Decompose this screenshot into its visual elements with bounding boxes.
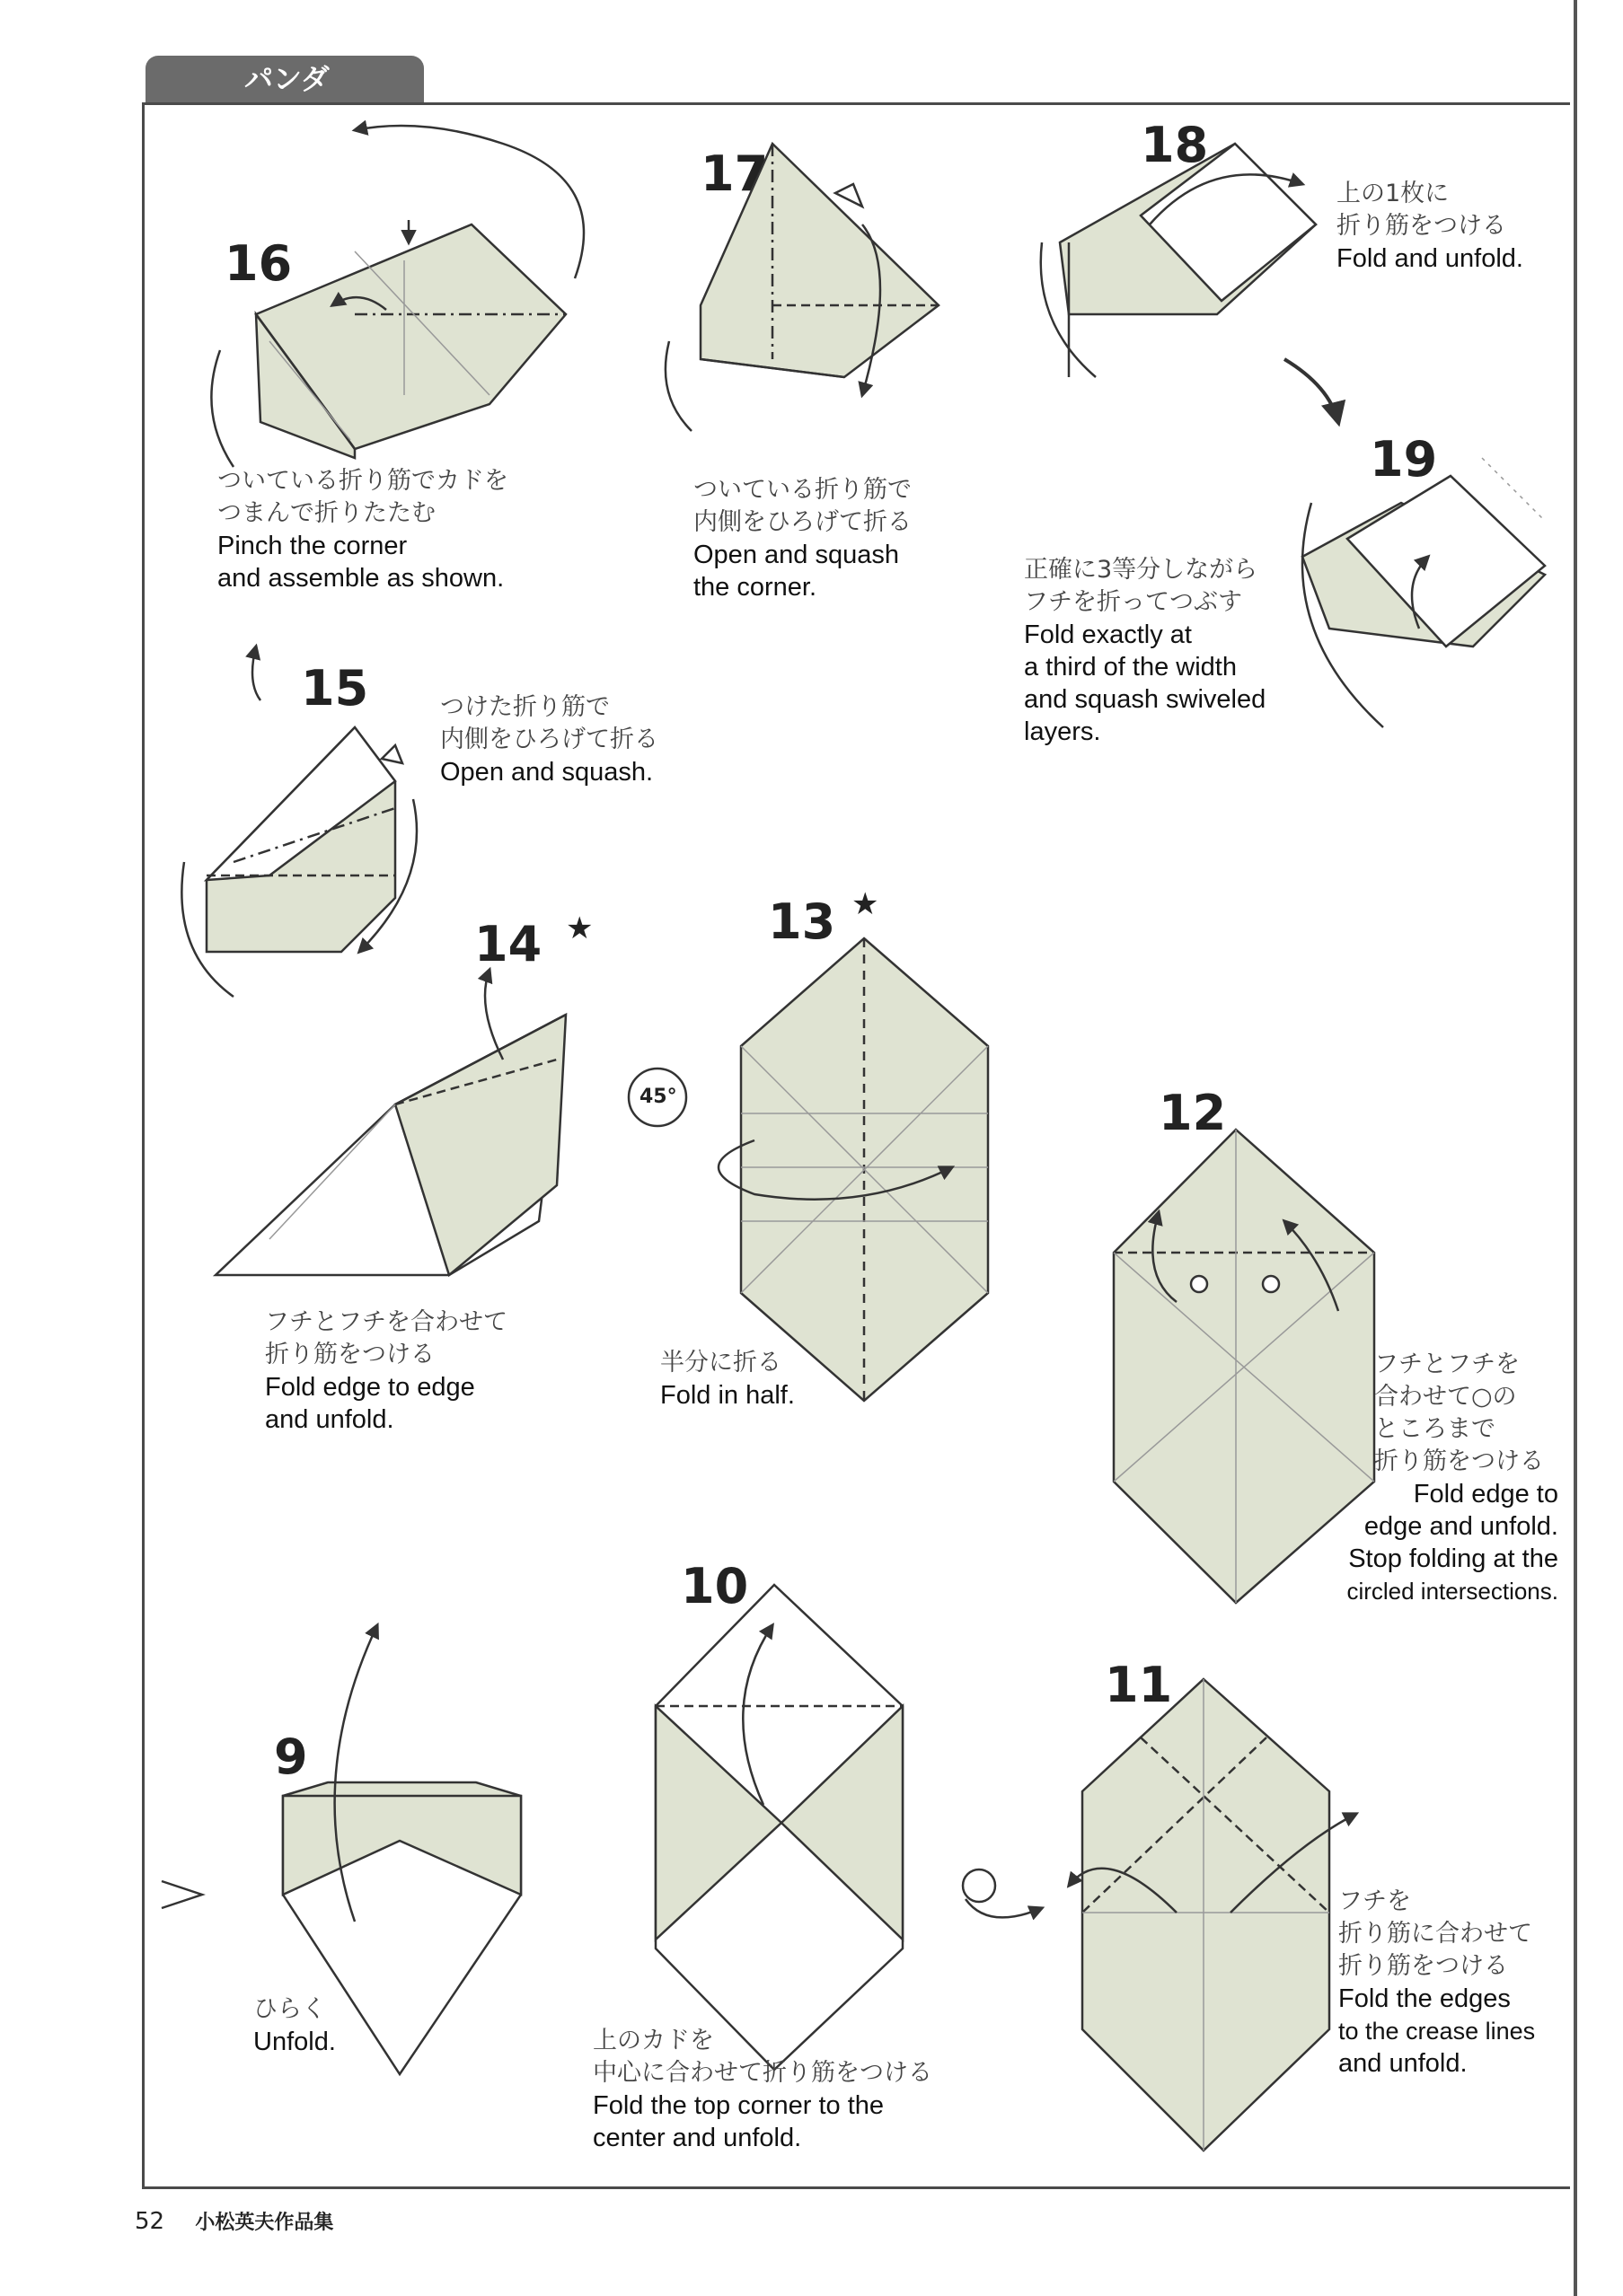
caption-19-en-2: a third of the width (1024, 653, 1237, 682)
caption-17-en-2: the corner. (693, 573, 817, 602)
step-number-11: 11 (1105, 1657, 1173, 1713)
step-number-12: 12 (1159, 1085, 1227, 1141)
caption-13-jp-1: 半分に折る (660, 1349, 781, 1377)
caption-15-jp-2: 内側をひろげて折る (440, 726, 658, 753)
caption-step-9 (253, 1993, 336, 2058)
caption-step-10 (593, 2025, 932, 2154)
section-title: パンダ (244, 62, 330, 96)
caption-step-12 (1307, 1349, 1558, 1607)
step-number-15: 15 (301, 660, 369, 717)
caption-13-en-1: Fold in half. (660, 1381, 795, 1410)
caption-10-en-2: center and unfold. (593, 2124, 802, 2152)
caption-14-jp-1: フチとフチを合わせて (265, 1308, 507, 1336)
caption-17-en-1: Open and squash (693, 541, 899, 569)
caption-10-jp-1: 上のカドを (593, 2027, 714, 2054)
step-number-9: 9 (274, 1729, 308, 1785)
step-number-10: 10 (681, 1558, 749, 1614)
caption-9-en-1: Unfold. (253, 2028, 336, 2056)
caption-17-jp-1: ついている折り筋で (693, 476, 912, 504)
caption-15-en-1: Open and squash. (440, 758, 654, 787)
step-number-19: 19 (1370, 431, 1438, 488)
step-number-17: 17 (701, 145, 769, 202)
caption-16-en-2: and assemble as shown. (217, 564, 505, 593)
diagram-step-19 (1302, 458, 1545, 727)
caption-9-jp-1: ひらく (253, 1995, 326, 2023)
page-footer (135, 2207, 333, 2235)
caption-step-18 (1336, 178, 1523, 275)
caption-19-en-1: Fold exactly at (1024, 620, 1192, 649)
step-number-18: 18 (1141, 117, 1209, 173)
step-number-13: 13 (768, 893, 836, 950)
caption-11-en-1: Fold the edges (1338, 1984, 1511, 2013)
caption-17-jp-2: 内側をひろげて折る (693, 508, 912, 536)
caption-12-jp-2: 合わせて○の (1374, 1383, 1517, 1411)
star-icon-14: ★ (566, 910, 594, 946)
caption-16-en-1: Pinch the corner (217, 532, 408, 560)
book-title: 小松英夫作品集 (195, 2212, 334, 2234)
caption-step-17 (693, 474, 912, 603)
caption-14-jp-2: 折り筋をつける (265, 1341, 435, 1368)
caption-step-11 (1338, 1886, 1535, 2080)
page-number: 52 (135, 2208, 165, 2235)
step-number-14: 14 (474, 916, 542, 972)
caption-19-jp-2: フチを折ってつぶす (1024, 588, 1242, 616)
caption-step-14 (265, 1306, 507, 1436)
caption-14-en-2: and unfold. (265, 1405, 394, 1434)
caption-12-en-4: circled intersections. (1346, 1578, 1558, 1605)
caption-step-15 (440, 691, 658, 788)
caption-step-13 (660, 1347, 795, 1412)
star-icon-13: ★ (851, 886, 879, 922)
caption-19-jp-1: 正確に3等分しながら (1024, 556, 1258, 584)
caption-11-jp-1: フチを (1338, 1887, 1411, 1915)
caption-14-en-1: Fold edge to edge (265, 1373, 475, 1402)
caption-12-en-2: edge and unfold. (1363, 1512, 1558, 1541)
caption-step-19 (1024, 554, 1266, 748)
caption-12-jp-4: 折り筋をつける (1374, 1447, 1544, 1475)
caption-16-jp-1: ついている折り筋でカドを (217, 467, 508, 495)
caption-11-en-2: to the crease lines (1338, 2018, 1536, 2045)
caption-10-jp-2: 中心に合わせて折り筋をつける (593, 2059, 932, 2087)
caption-19-en-4: layers. (1024, 717, 1101, 746)
caption-11-jp-2: 折り筋に合わせて (1338, 1920, 1532, 1948)
caption-10-en-1: Fold the top corner to the (593, 2091, 885, 2120)
diagram-step-16 (211, 126, 584, 467)
caption-19-en-3: and squash swiveled (1024, 685, 1266, 714)
caption-16-jp-2: つまんで折りたたむ (217, 499, 436, 527)
caption-12-jp-3: ところまで (1374, 1415, 1495, 1443)
diagram-step-14 (216, 970, 566, 1275)
diagram-step-9 (162, 1625, 521, 2074)
caption-12-jp-1: フチとフチを (1374, 1350, 1520, 1378)
diagram-step-15 (181, 647, 417, 997)
caption-step-16 (217, 465, 508, 594)
caption-18-en-1: Fold and unfold. (1336, 244, 1523, 273)
caption-18-jp-1: 上の1枚に (1336, 180, 1450, 207)
caption-15-jp-1: つけた折り筋で (440, 693, 610, 721)
caption-12-en-1: Fold edge to (1413, 1480, 1558, 1509)
caption-11-en-3: and unfold. (1338, 2049, 1468, 2078)
caption-12-en-3: Stop folding at the (1348, 1544, 1558, 1573)
diagram-step-11 (963, 1679, 1356, 2151)
diagram-step-13 (719, 938, 988, 1401)
rotate-45-label: 45° (639, 1086, 677, 1108)
step-number-16: 16 (225, 235, 293, 292)
diagram-step-10 (656, 1585, 903, 2070)
caption-11-jp-3: 折り筋をつける (1338, 1952, 1508, 1980)
diagram-step-18 (1041, 144, 1338, 422)
caption-18-jp-2: 折り筋をつける (1336, 212, 1506, 240)
